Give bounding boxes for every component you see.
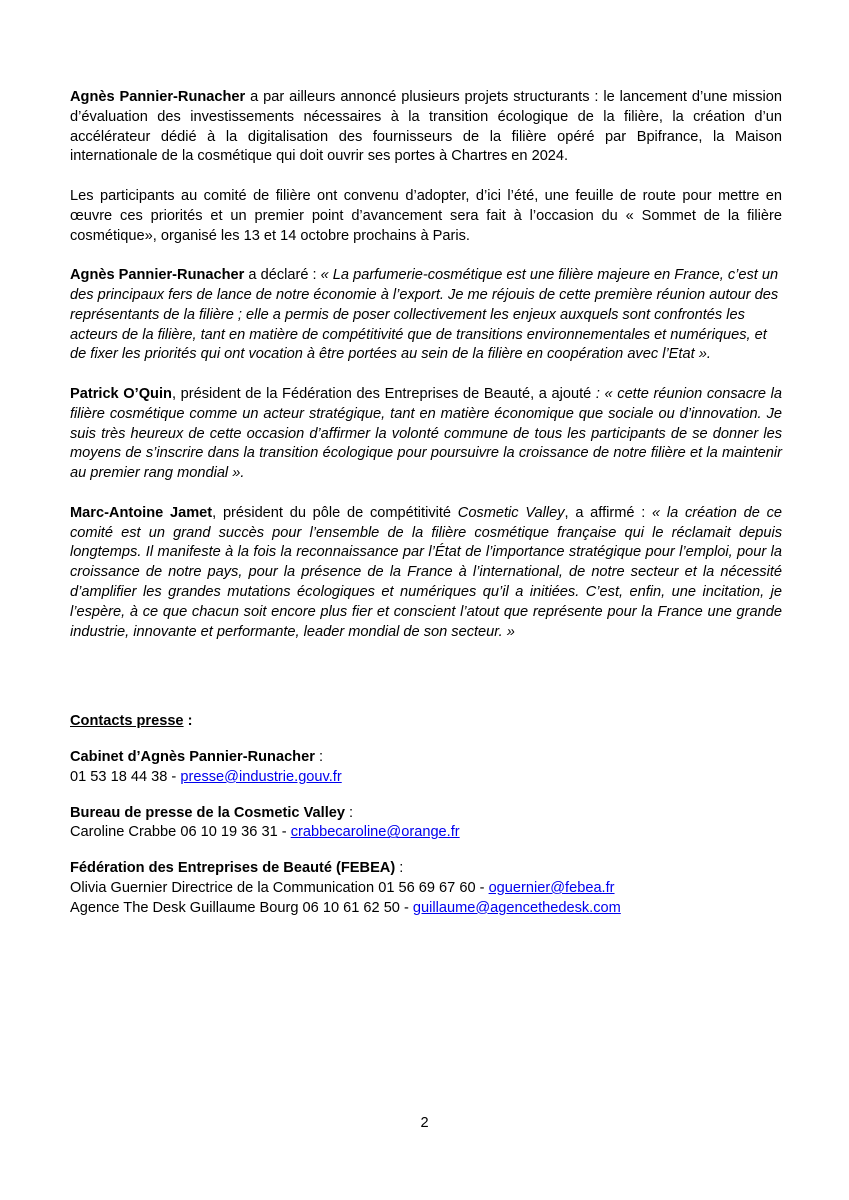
contact-febea — [70, 859, 782, 918]
page-number: 2 — [420, 1115, 429, 1131]
contact-person: Caroline Crabbe 06 10 19 36 31 - — [70, 824, 291, 841]
email-link[interactable]: guillaume@agencethedesk.com — [412, 899, 621, 916]
speaker-name: Patrick O’Quin — [70, 385, 172, 402]
email-link[interactable]: oguernier@febea.fr — [488, 879, 615, 896]
email-link[interactable]: presse@industrie.gouv.fr — [180, 768, 342, 785]
speaker-name: Marc-Antoine Jamet — [70, 504, 213, 521]
contact-cosmetic-valley — [70, 804, 782, 844]
paragraph-quote-minister — [70, 266, 782, 365]
document-body — [70, 88, 782, 934]
speaker-name: Agnès Pannier-Runacher — [70, 267, 245, 284]
paragraph-text: a par ailleurs annoncé plusieurs projets structurants : le lancement d’une mission d’évaluation des investissements nécessaires à la transition écologique de la filière, la création d’un accélérateur dédié à la digitalisation des fournisseurs de la filière opéré par Bpifrance, la Maison internationale de la cosmétique qui doit ouvrir ses portes à Chartres en 2024. — [70, 89, 782, 165]
contact-title-line — [70, 859, 782, 879]
paragraph-projects — [70, 88, 782, 167]
contact-title: Cabinet d’Agnès Pannier-Runacher — [70, 748, 315, 765]
contact-line — [70, 823, 782, 843]
contact-line — [70, 768, 782, 788]
paragraph-text: Les participants au comité de filière ont convenu d’adopter, d’ici l’été, une feuille de route pour mettre en œuvre ces priorités et un premier point d’avancement sera fait à l’occasion du « Sommet de la filière cosmétique», organisé les 13 et 14 octobre prochains à Paris. — [70, 187, 782, 244]
email-link[interactable]: crabbecaroline@orange.fr — [290, 824, 460, 841]
contact-title: Bureau de presse de la Cosmetic Valley — [70, 804, 345, 821]
quote-text: « La parfumerie-cosmétique est une filière majeure en France, c’est un des principaux fers de lance de notre économie à l’export. Je me réjouis de cette première réunion autour des représentants de la filière ; elle a permis de poser collectivement les enjeux auxquels sont confrontés les acteurs de la filière, tant en matière de compétitivité que de transitions environnementales et numériques, et de fixer les priorités qui ont vocation à être portées au sein de la filière en coopération avec l’Etat ». — [70, 267, 779, 363]
contact-title-line — [70, 804, 782, 824]
quote-intro-2: , a affirmé : — [564, 504, 653, 521]
contact-line — [70, 879, 782, 899]
organization-name: Cosmetic Valley — [457, 504, 565, 521]
contact-title: Fédération des Entreprises de Beauté (FEBEA) — [70, 860, 396, 877]
paragraph-roadmap — [70, 187, 782, 246]
contact-person: Olivia Guernier Directrice de la Communication 01 56 69 67 60 - — [70, 879, 489, 896]
contact-title-suffix: : — [344, 804, 354, 821]
paragraph-quote-cosmetic-valley — [70, 504, 782, 643]
quote-text: « la création de ce comité est un grand succès pour l’ensemble de la filière cosmétique française qui le réclamait depuis longtemps. Il manifeste à la fois la reconnaissance par l’État de l’importance stratégique pour l’emploi, pour la croissance de notre pays, pour la présence de la France à l’international, de notre secteur et la nécessité d’amplifier les grandes mutations écologiques et numériques qu’il a initiées. C’est, enfin, une incitation, je l’espère, à ce que chacun soit encore plus fier et conscient l’atout que représente pour la France une grande industrie, innovante et performante, leader mondial de son secteur. » — [70, 504, 782, 640]
contacts-heading-label: Contacts presse — [70, 713, 184, 730]
spacer — [70, 662, 782, 712]
quote-intro: , président du pôle de compétitivité — [212, 504, 458, 521]
paragraph-quote-febea — [70, 385, 782, 484]
contacts-heading-suffix: : — [183, 713, 193, 730]
contact-title-line — [70, 748, 782, 768]
quote-text: : « cette réunion consacre la filière cosmétique comme un acteur stratégique, tant en matière économique que sociale ou d’innovation. Je suis très heureux de cette occasion d’affirmer la volonté commune de tous les participants de se donner les moyens de s’inscrire dans la transition écologique pour poursuivre la croissance de notre filière et la maintenir au premier rang mondial ». — [70, 385, 782, 482]
speaker-name: Agnès Pannier-Runacher — [70, 89, 246, 105]
contact-person: Agence The Desk Guillaume Bourg 06 10 61 62 50 - — [70, 899, 413, 916]
contact-cabinet — [70, 748, 782, 788]
contact-title-suffix: : — [314, 748, 324, 765]
contacts-heading — [70, 712, 782, 732]
contact-title-suffix: : — [395, 860, 404, 877]
quote-intro: , président de la Fédération des Entreprises de Beauté, a ajouté — [171, 385, 592, 402]
quote-intro: a déclaré : — [244, 267, 321, 284]
contact-line — [70, 899, 782, 919]
contact-phone: 01 53 18 44 38 - — [70, 768, 181, 785]
